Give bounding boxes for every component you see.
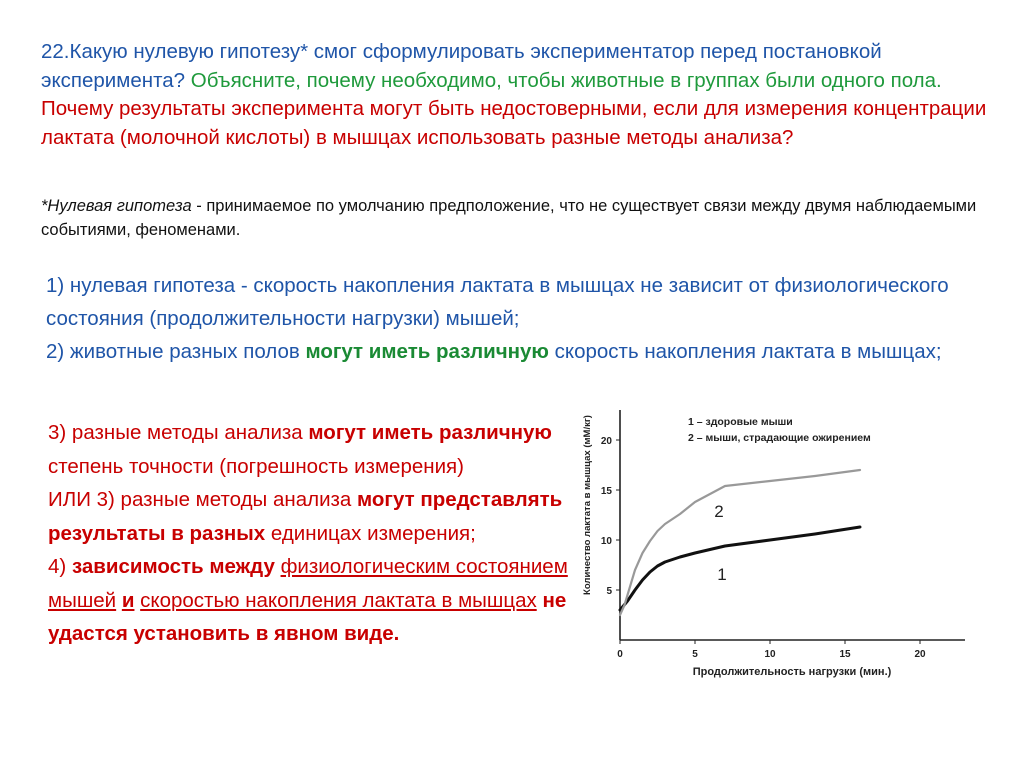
answer-point-4-state: физиологическим состоянием мышей bbox=[48, 555, 568, 612]
question-part-null-hypothesis: 22.Какую нулевую гипотезу* смог сформулировать экспериментатор перед постановкой эксперимента? bbox=[41, 40, 882, 92]
x-tick-label: 5 bbox=[692, 649, 698, 660]
x-tick-label: 15 bbox=[839, 649, 851, 660]
answer-point-2-start: 2) животные разных полов bbox=[46, 340, 306, 363]
lactate-chart bbox=[560, 395, 980, 695]
answer-point-3 bbox=[48, 416, 568, 483]
x-tick-label: 10 bbox=[764, 649, 776, 660]
chart-ticks bbox=[601, 436, 926, 660]
series-line-1 bbox=[620, 527, 860, 610]
y-tick-label: 10 bbox=[600, 536, 612, 547]
y-tick-label: 15 bbox=[600, 486, 612, 497]
answer-point-2-emphasis: могут иметь различную bbox=[305, 340, 549, 363]
x-tick-label: 0 bbox=[617, 649, 623, 660]
answer-point-3-alt-start: ИЛИ 3) разные методы анализа bbox=[48, 488, 358, 511]
answer-point-4-conjunction: и bbox=[121, 588, 135, 612]
chart-lines bbox=[620, 470, 860, 615]
legend-entry-1: 1 – здоровые мыши bbox=[688, 416, 793, 428]
line-label-1: 1 bbox=[717, 565, 727, 584]
question-part-methods: Почему результаты эксперимента могут быть недостоверными, если для измерения концентрации лактата (молочной кислоты) в мышцах использовать разные методы анализа? bbox=[41, 97, 987, 149]
y-tick-label: 5 bbox=[606, 586, 612, 597]
answer-point-1: 1) нулевая гипотеза - скорость накопления лактата в мышцах не зависит от физиологического состояния (продолжительности нагрузки) мышей; bbox=[46, 274, 949, 330]
answer-block-top bbox=[46, 269, 996, 368]
answer-point-4-conclusion: не удастся установить в явном виде. bbox=[48, 588, 567, 645]
y-axis-label: Количество лактата в мышцах (мМ/кг) bbox=[582, 415, 593, 595]
answer-point-3-emphasis: могут иметь различную bbox=[308, 421, 552, 444]
answer-point-3-alt-emphasis: могут представлять результаты в разных bbox=[48, 488, 563, 545]
answer-point-3-alt bbox=[48, 483, 568, 550]
footnote-null-hypothesis bbox=[41, 194, 991, 242]
answer-point-4-rate: скоростью накопления лактата в мышцах bbox=[140, 588, 537, 612]
x-tick-label: 20 bbox=[914, 649, 926, 660]
answer-point-4-number: 4) bbox=[48, 555, 72, 578]
answer-point-2-end: скорость накопления лактата в мышцах; bbox=[548, 340, 942, 363]
answer-point-3-end: степень точности (погрешность измерения) bbox=[48, 454, 464, 478]
y-tick-label: 20 bbox=[600, 436, 612, 447]
legend-entry-2: 2 – мыши, страдающие ожирением bbox=[688, 432, 871, 444]
answer-block-left bbox=[48, 416, 568, 651]
answer-point-2 bbox=[46, 335, 996, 368]
footnote-term: *Нулевая гипотеза bbox=[41, 197, 192, 215]
answer-point-4 bbox=[48, 550, 568, 651]
answer-point-3-alt-end: единицах измерения; bbox=[265, 521, 476, 545]
answer-point-3-start: 3) разные методы анализа bbox=[48, 421, 309, 444]
chart-text bbox=[582, 415, 892, 678]
footnote-definition: - принимаемое по умолчанию предположение, что не существует связи между двумя наблюдаемыми событиями, феноменами. bbox=[41, 197, 977, 239]
chart-axes bbox=[620, 410, 965, 640]
question-part-same-sex: Объясните, почему необходимо, чтобы животные в группах были одного пола. bbox=[190, 68, 942, 92]
x-axis-label: Продолжительность нагрузки (мин.) bbox=[692, 666, 892, 678]
line-label-2: 2 bbox=[714, 502, 724, 521]
question-text bbox=[41, 38, 991, 152]
answer-point-4-emphasis-1: зависимость между bbox=[71, 555, 275, 578]
